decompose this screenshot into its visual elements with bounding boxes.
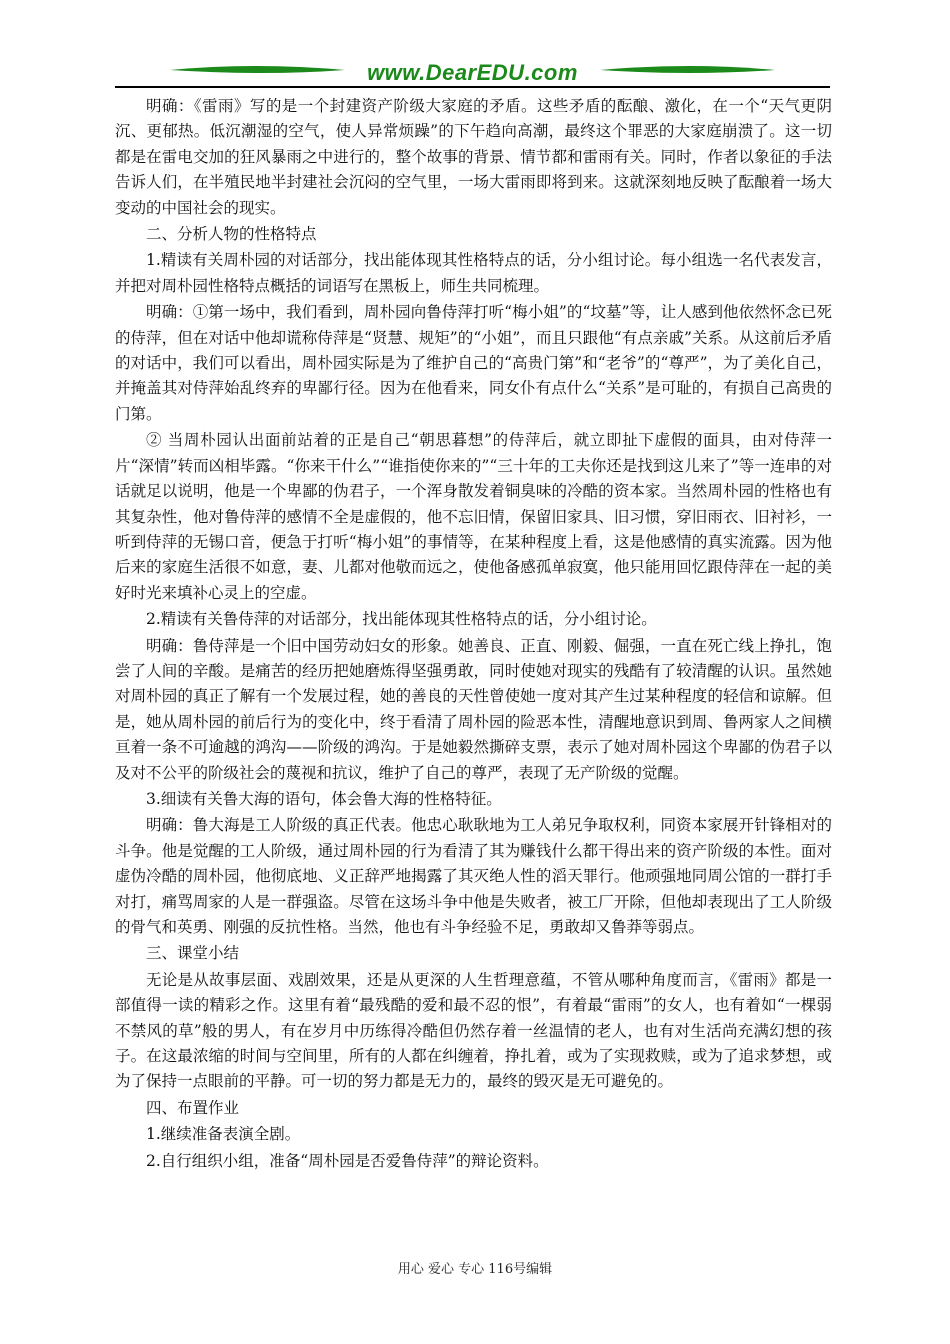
paragraph-mingque-lu-shiping: 明确：鲁侍萍是一个旧中国劳动妇女的形象。她善良、正直、刚毅、倔强，一直在死亡线上挣扎，饱尝了人间的辛酸。是痛苦的经历把她磨炼得坚强勇敢，同时使她对现实的残酷有了较清醒的认识。虽然她对周朴园的真正了解有一个发展过程，她的善良的天性曾使她一度对其产生过某种程度的轻信和谅解。但是，她从周朴园的前后行为的变化中，终于看清了周朴园的险恶本性，清醒地意识到周、鲁两家人之间横亘着一条不可逾越的鸿沟——阶级的鸿沟。于是她毅然撕碎支票，表示了她对周朴园这个卑鄙的伪君子以及对不公平的阶级社会的蔑视和抗议，维护了自己的尊严，表现了无产阶级的觉醒。 bbox=[115, 636, 832, 782]
paragraph-mingque-zhou-1: 明确：①第一场中，我们看到，周朴园向鲁侍萍打听“梅小姐”的“坟墓”等，让人感到他依然怀念已死的侍萍，但在对话中他却谎称侍萍是“贤慧、规矩”的“小姐”，而且只跟他“有点亲戚”关系。从这前后矛盾的对话中，我们可以看出，周朴园实际是为了维护自己的“高贵门第”和“老爷”的“尊严”，为了美化自己，并掩盖其对侍萍始乱终弃的卑鄙行径。因为在他看来，同女仆有点什么“关系”是可耻的，有损自己高贵的门第。 bbox=[115, 303, 832, 423]
section-heading-4: 四、布置作业 bbox=[146, 1098, 240, 1117]
task-3-lu-dahai: 3.细读有关鲁大海的语句，体会鲁大海的性格特征。 bbox=[146, 789, 502, 808]
homework-item-2: 2.自行组织小组，准备“周朴园是否爱鲁侍萍”的辩论资料。 bbox=[146, 1151, 549, 1170]
task-1-zhou-puyuan: 1.精读有关周朴园的对话部分，找出能体现其性格特点的话，分小组讨论。每小组选一名代表发言，并把对周朴园性格特点概括的词语写在黑板上，师生共同梳理。 bbox=[115, 251, 832, 295]
page-footer: 用心 爱心 专心 116号编辑 bbox=[397, 1262, 553, 1277]
site-logo-text: www.DearEDU.com bbox=[367, 60, 578, 85]
paragraph-mingque-theme: 明确：《雷雨》写的是一个封建资产阶级大家庭的矛盾。这些矛盾的酝酿、激化，在一个“天气更阴沉、更郁热。低沉潮湿的空气，使人异常烦躁”的下午趋向高潮，最终这个罪恶的大家庭崩溃了。这一切都是在雷电交加的狂风暴雨之中进行的，整个故事的背景、情节都和雷雨有关。同时，作者以象征的手法告诉人们，在半殖民地半封建社会沉闷的空气里，一场大雷雨即将到来。这就深刻地反映了酝酿着一场大变动的中国社会的现实。 bbox=[115, 97, 832, 217]
section-heading-3: 三、课堂小结 bbox=[146, 944, 240, 963]
section-heading-2: 二、分析人物的性格特点 bbox=[146, 225, 317, 244]
paragraph-mingque-zhou-2: ② 当周朴园认出面前站着的正是自己“朝思暮想”的侍萍后，就立即扯下虚假的面具，由对侍萍一片“深情”转而凶相毕露。“你来干什么”“谁指使你来的”“三十年的工夫你还是找到这儿来了”等一连串的对话就足以说明，他是一个卑鄙的伪君子，一个浑身散发着铜臭味的冷酷的资本家。当然周朴园的性格也有其复杂性，他对鲁侍萍的感情不全是虚假的，他不忘旧情，保留旧家具、旧习惯，穿旧雨衣、旧衬衫，一听到侍萍的无锡口音，便急于打听“梅小姐”的事情等，在某种程度上看，这是他感情的真实流露。因为他后来的家庭生活很不如意，妻、儿都对他敬而远之，使他备感孤单寂寞，他只能用回忆跟侍萍在一起的美好时光来填补心灵上的空虚。 bbox=[115, 431, 832, 602]
homework-item-1: 1.继续准备表演全剧。 bbox=[146, 1125, 301, 1144]
header-rule bbox=[115, 86, 830, 88]
document-body bbox=[115, 94, 832, 1174]
task-2-lu-shiping: 2.精读有关鲁侍萍的对话部分，找出能体现其性格特点的话，分小组讨论。 bbox=[146, 610, 657, 629]
paragraph-summary: 无论是从故事层面、戏剧效果，还是从更深的人生哲理意蕴，不管从哪种角度而言，《雷雨》都是一部值得一读的精彩之作。这里有着“最残酷的爱和最不忍的恨”，有着最“雷雨”的女人，也有着如“一棵弱不禁风的草”般的男人，有在岁月中历练得冷酷但仍然存着一丝温情的老人，也有对生活尚充满幻想的孩子。在这最浓缩的时间与空间里，所有的人都在纠缠着，挣扎着，或为了实现救赎，或为了追求梦想，或为了保持一点眼前的平静。可一切的努力都是无力的，最终的毁灭是无可避免的。 bbox=[115, 970, 832, 1091]
paragraph-mingque-lu-dahai: 明确：鲁大海是工人阶级的真正代表。他忠心耿耿地为工人弟兄争取权利，同资本家展开针锋相对的斗争。他是觉醒的工人阶级，通过周朴园的行为看清了其为赚钱什么都干得出来的资产阶级的本性。面对虚伪冷酷的周朴园，他彻底地、义正辞严地揭露了其灭绝人性的滔天罪行。他顽强地同周公馆的一群打手对打，痛骂周家的人是一群强盗。尽管在这场斗争中他是失败者，被工厂开除，但他却表现出了工人阶级的骨气和英勇、刚强的反抗性格。当然，他也有斗争经验不足，勇敢却又鲁莽等弱点。 bbox=[115, 816, 832, 936]
